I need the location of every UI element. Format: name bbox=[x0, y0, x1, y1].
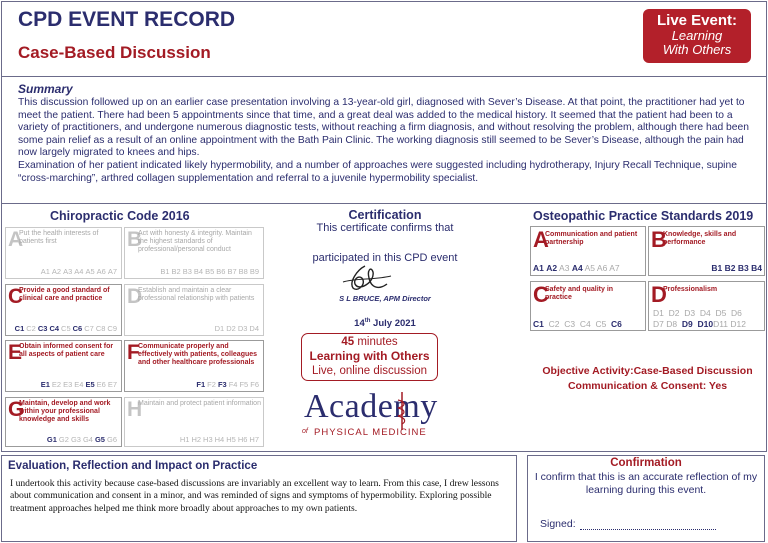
code-e5: E5 bbox=[85, 380, 95, 389]
cert-date-day: 14 bbox=[354, 318, 365, 330]
summary-heading: Summary bbox=[18, 82, 73, 96]
cert-title: Certification bbox=[348, 208, 422, 222]
osteo-a-codes: A1 A2 A3 A4 A5 A6 A7 bbox=[533, 263, 620, 273]
chiro-box-text: Maintain, develop and work within your professional knowledge and skills bbox=[19, 400, 111, 423]
cert-line1: This certificate confirms that bbox=[316, 222, 454, 234]
chiro-box-codes bbox=[41, 380, 119, 389]
code-b6: B6 bbox=[216, 267, 226, 276]
logo-word: Academy bbox=[304, 388, 438, 425]
code-h4: H4 bbox=[214, 435, 225, 444]
logo-sub: PHYSICAL MEDICINE bbox=[314, 427, 427, 438]
cert-date bbox=[270, 318, 500, 329]
event-minutes-num: 45 bbox=[341, 336, 355, 348]
osteo-b-text: Knowledge, skills and performance bbox=[663, 231, 737, 246]
chiro-letter-a: A bbox=[8, 228, 24, 251]
chiro-box-text: Put the health interests of patients first bbox=[19, 230, 99, 245]
code-g6: G6 bbox=[106, 435, 117, 444]
page-subtitle: Case-Based Discussion bbox=[18, 43, 211, 62]
code-e1: E1 bbox=[40, 380, 50, 389]
osteo-d-codes: D1 D2 D3 D4 D5 D6 D7 D8 D9 D10D11 D12 bbox=[653, 308, 746, 329]
evaluation-text: I undertook this activity because case-based discussions are invariably an excellent way to learn. From this case, I drew lessons about communication and consent in a minor, and was reminded of signs and symptoms of hypermobility. Exploring possible treatment approaches helped me think more broadly about approaches to my own patients. bbox=[10, 478, 499, 514]
chiro-letter-b: B bbox=[127, 228, 143, 251]
cert-line2: participated in this CPD event bbox=[312, 252, 458, 264]
badge-line2: Learning bbox=[671, 28, 723, 43]
code-a5: A5 bbox=[85, 267, 95, 276]
chiro-letter-e: E bbox=[8, 341, 23, 364]
chiro-letter-c: C bbox=[8, 285, 24, 308]
code-f5: F5 bbox=[239, 380, 249, 389]
code-b2: B2 bbox=[171, 267, 181, 276]
code-a7: A7 bbox=[107, 267, 117, 276]
osteo-communication: Communication & Consent: Yes bbox=[567, 380, 728, 392]
code-g4: G4 bbox=[82, 435, 93, 444]
code-g5: G5 bbox=[94, 435, 105, 444]
code-d2: D2 bbox=[226, 324, 236, 333]
summary-paragraph-2: Examination of her patient indicated likely hypermobility, and a number of approaches were suggested including hydrotherapy, Injury Recall Technique, supine “cross-marching”, arthred collagen supplementation and referral to a juvenile hypermobility specialist. bbox=[18, 159, 737, 184]
academy-logo bbox=[300, 388, 475, 440]
chiro-box-b bbox=[124, 227, 264, 279]
code-b3: B3 bbox=[182, 267, 192, 276]
chiro-box-text: Provide a good standard of clinical care and practice bbox=[19, 287, 110, 302]
code-g2: G2 bbox=[58, 435, 69, 444]
code-a3: A3 bbox=[63, 267, 73, 276]
osteo-a-text: Communication and patient partnership bbox=[545, 231, 638, 246]
chiro-box-text: Communicate properly and effectively with patients, colleagues and other healthcare professionals bbox=[138, 343, 258, 366]
code-c9: C9 bbox=[107, 324, 117, 333]
confirmation-text: I confirm that this is an accurate reflection of my learning during this event. bbox=[534, 471, 758, 496]
summary-text bbox=[18, 97, 752, 185]
code-h6: H6 bbox=[237, 435, 248, 444]
chiro-letter-d: D bbox=[127, 285, 143, 308]
event-minutes-word: minutes bbox=[354, 336, 398, 348]
code-e2: E2 bbox=[51, 380, 62, 389]
event-type: Live, online discussion bbox=[311, 365, 428, 377]
badge-line3: With Others bbox=[662, 42, 732, 57]
code-e4: E4 bbox=[74, 380, 84, 389]
osteo-box-d bbox=[648, 281, 765, 331]
code-f6: F6 bbox=[250, 380, 259, 389]
chiro-box-codes bbox=[180, 435, 261, 444]
logo-of: of bbox=[302, 428, 308, 435]
code-a4: A4 bbox=[74, 267, 84, 276]
code-b9: B9 bbox=[249, 267, 259, 276]
code-c3: C3 bbox=[37, 324, 48, 333]
code-e3: E3 bbox=[63, 380, 73, 389]
summary-paragraph-1: This discussion followed up on an earlier case presentation involving a 13-year-old girl, diagnosed with Sever’s Disease. At that point, the practitioner had yet to meet the patient. There had been 5 appointments since that time, and a great deal was added to the medical history. It seemed that the patient had been to a variety of practitioners, and undergone numerous diagnostic tests, without reaching a firm diagnosis, and without resolving the problem, although there had been some pain relief as a result of an online appointment with the Bath Pain Clinic. The working diagnosis still seemed to be Sever’s Disease, although the pain had now largely migrated to knees and hips. bbox=[18, 97, 749, 159]
chiro-letter-h: H bbox=[127, 398, 143, 421]
chiro-box-codes bbox=[15, 324, 119, 333]
code-a2: A2 bbox=[51, 267, 62, 276]
chiro-letter-f: F bbox=[127, 341, 140, 364]
event-box bbox=[301, 333, 438, 381]
code-c7: C7 bbox=[84, 324, 94, 333]
chiro-title: Chiropractic Code 2016 bbox=[50, 209, 190, 223]
event-name: Learning with Others bbox=[309, 349, 430, 363]
osteo-letter-d: D bbox=[651, 282, 667, 307]
code-f3: F3 bbox=[217, 380, 227, 389]
osteo-c-codes: C1 C2 C3 C4 C5 C6 bbox=[533, 319, 622, 329]
cert-signatory: S L BRUCE, APM Director bbox=[339, 294, 431, 303]
code-d1: D1 bbox=[214, 324, 225, 333]
chiro-box-text: Establish and maintain a clear professional relationship with patients bbox=[138, 287, 255, 302]
osteo-letter-a: A bbox=[533, 227, 549, 252]
evaluation-heading: Evaluation, Reflection and Impact on Practice bbox=[8, 460, 258, 472]
chiro-box-codes bbox=[196, 380, 261, 389]
osteo-c-text: Safety and quality in practice bbox=[545, 286, 614, 301]
code-c1: C1 bbox=[14, 324, 25, 333]
code-c4: C4 bbox=[49, 324, 60, 333]
osteo-title: Osteopathic Practice Standards 2019 bbox=[533, 209, 754, 223]
osteo-box-c bbox=[530, 281, 646, 331]
chiro-box-text: Maintain and protect patient information bbox=[138, 400, 261, 407]
chiro-box-codes bbox=[215, 324, 261, 333]
code-h7: H7 bbox=[249, 435, 259, 444]
osteo-letter-c: C bbox=[533, 282, 549, 307]
code-f4: F4 bbox=[228, 380, 238, 389]
code-d4: D4 bbox=[249, 324, 259, 333]
code-a1: A1 bbox=[40, 267, 50, 276]
chiro-box-g bbox=[5, 397, 122, 447]
chiro-box-h bbox=[124, 397, 264, 447]
osteo-box-a bbox=[530, 226, 646, 276]
chiro-box-text: Act with honesty & integrity. Maintain the highest standards of professional/personal conduct bbox=[138, 230, 252, 253]
osteo-box-b bbox=[648, 226, 765, 276]
code-b8: B8 bbox=[238, 267, 248, 276]
osteo-d-text: Professionalism bbox=[663, 286, 718, 293]
code-d3: D3 bbox=[237, 324, 248, 333]
chiro-box-c bbox=[5, 284, 122, 336]
osteo-objective: Objective Activity:Case-Based Discussion bbox=[542, 365, 753, 377]
code-f1: F1 bbox=[196, 380, 206, 389]
chiro-box-codes bbox=[41, 267, 119, 276]
code-h3: H3 bbox=[203, 435, 213, 444]
osteo-letter-b: B bbox=[651, 227, 667, 252]
signature bbox=[335, 262, 395, 298]
code-h1: H1 bbox=[179, 435, 190, 444]
code-e6: E6 bbox=[96, 380, 106, 389]
caduceus-icon bbox=[395, 390, 409, 432]
code-e7: E7 bbox=[107, 380, 117, 389]
code-f2: F2 bbox=[207, 380, 216, 389]
code-a6: A6 bbox=[96, 267, 106, 276]
badge-line1: Live Event: bbox=[656, 12, 738, 29]
chiro-box-codes bbox=[160, 267, 261, 276]
code-b5: B5 bbox=[205, 267, 215, 276]
chiro-letter-g: G bbox=[8, 398, 25, 421]
chiro-box-text: Obtain informed consent for all aspects of patient care bbox=[19, 343, 114, 358]
code-c5: C5 bbox=[61, 324, 71, 333]
code-h5: H5 bbox=[226, 435, 236, 444]
code-h2: H2 bbox=[191, 435, 202, 444]
live-event-badge bbox=[643, 9, 751, 63]
chiro-box-f bbox=[124, 340, 264, 392]
code-g1: G1 bbox=[46, 435, 57, 444]
section-divider bbox=[1, 203, 767, 204]
signed-label: Signed: bbox=[540, 518, 576, 530]
osteo-b-codes: B1 B2 B3 B4 bbox=[711, 263, 762, 273]
chiro-box-d bbox=[124, 284, 264, 336]
event-minutes bbox=[302, 335, 437, 349]
code-b4: B4 bbox=[193, 267, 204, 276]
chiro-box-e bbox=[5, 340, 122, 392]
cert-date-suffix: th bbox=[364, 318, 371, 324]
code-c2: C2 bbox=[26, 324, 36, 333]
confirmation-heading: Confirmation bbox=[610, 457, 682, 469]
code-b7: B7 bbox=[227, 267, 237, 276]
code-b1: B1 bbox=[160, 267, 170, 276]
code-g3: G3 bbox=[70, 435, 81, 444]
chiro-box-a bbox=[5, 227, 122, 279]
signature-line[interactable] bbox=[580, 529, 716, 530]
page-title: CPD EVENT RECORD bbox=[18, 8, 236, 31]
chiro-box-codes bbox=[47, 435, 119, 444]
cert-date-rest: July 2021 bbox=[370, 318, 416, 330]
code-c8: C8 bbox=[95, 324, 106, 333]
code-c6: C6 bbox=[72, 324, 83, 333]
